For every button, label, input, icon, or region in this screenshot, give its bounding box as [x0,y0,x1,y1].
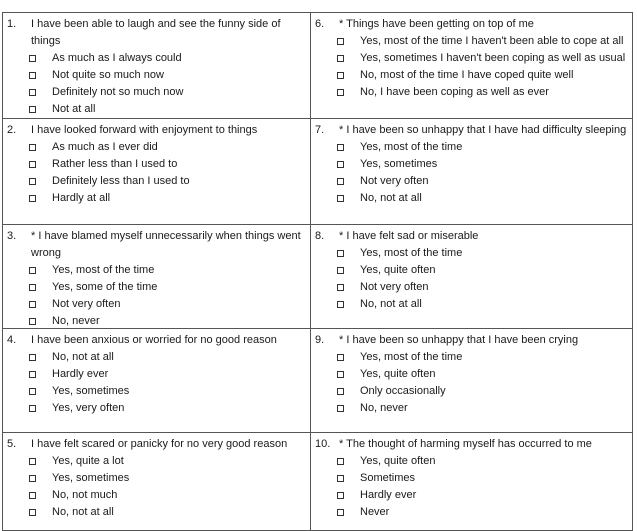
checkbox-icon[interactable] [337,195,344,202]
checkbox-icon[interactable] [337,458,344,465]
option-label: Hardly ever [52,368,109,380]
answer-option[interactable] [337,67,628,84]
answer-option[interactable] [29,262,306,279]
option-label: Definitely less than I used to [52,175,190,187]
options-list [315,245,628,313]
question-cell [311,433,633,531]
questionnaire-grid [2,12,633,531]
checkbox-icon[interactable] [29,388,36,395]
question-text: * I have blamed myself unnecessarily when things went wrong [31,230,301,259]
question-number: 6. [315,18,325,30]
option-label: Yes, most of the time [360,141,463,153]
option-label: Yes, most of the time [52,264,155,276]
option-label: Not at all [52,103,96,115]
answer-option[interactable] [29,313,306,329]
option-label: Yes, quite often [360,368,436,380]
option-label: Yes, some of the time [52,281,158,293]
options-list [7,349,306,417]
checkbox-icon[interactable] [337,475,344,482]
option-label: Not very often [52,298,121,310]
answer-option[interactable] [29,50,306,67]
answer-option[interactable] [337,50,628,67]
answer-option[interactable] [337,470,628,487]
answer-option[interactable] [337,139,628,156]
option-label: Yes, most of the time I haven't been able to cope at all [360,35,624,47]
question-text: I have been able to laugh and see the funny side of things [31,18,281,47]
options-list [315,139,628,207]
option-label: As much as I always could [52,52,182,64]
answer-option[interactable] [29,470,306,487]
checkbox-icon[interactable] [29,72,36,79]
question-number: 4. [7,334,17,346]
answer-option[interactable] [29,173,306,190]
checkbox-icon[interactable] [337,284,344,291]
checkbox-icon[interactable] [29,89,36,96]
question-header [7,16,306,50]
answer-option[interactable] [337,245,628,262]
checkbox-icon[interactable] [29,106,36,113]
checkbox-icon[interactable] [29,492,36,499]
question-text: * I have felt sad or miserable [339,230,479,242]
checkbox-icon[interactable] [337,250,344,257]
answer-option[interactable] [29,279,306,296]
checkbox-icon[interactable] [337,38,344,45]
answer-option[interactable] [337,487,628,504]
checkbox-icon[interactable] [29,284,36,291]
question-header [315,122,628,139]
answer-option[interactable] [337,190,628,207]
option-label: Yes, sometimes I haven't been coping as well as usual [360,52,626,64]
question-header [315,228,628,245]
option-label: No, not much [52,489,118,501]
options-list [315,453,628,521]
answer-option[interactable] [337,262,628,279]
question-text: * I have been so unhappy that I have been crying [339,334,579,346]
question-header [7,436,306,453]
question-number: 2. [7,124,17,136]
checkbox-icon[interactable] [29,178,36,185]
option-label: Hardly ever [360,489,417,501]
answer-option[interactable] [29,296,306,313]
option-label: Definitely not so much now [52,86,184,98]
checkbox-icon[interactable] [29,55,36,62]
options-list [315,33,628,101]
option-label: Only occasionally [360,385,446,397]
options-list [7,50,306,118]
checkbox-icon[interactable] [337,492,344,499]
checkbox-icon[interactable] [29,405,36,412]
option-label: Rather less than I used to [52,158,178,170]
answer-option[interactable] [337,383,628,400]
checkbox-icon[interactable] [29,267,36,274]
checkbox-icon[interactable] [337,301,344,308]
option-label: As much as I ever did [52,141,158,153]
answer-option[interactable] [337,296,628,313]
option-label: Yes, very often [52,402,125,414]
options-list [315,349,628,417]
question-header [7,122,306,139]
answer-option[interactable] [29,349,306,366]
question-cell [3,119,311,225]
question-number: 1. [7,18,17,30]
checkbox-icon[interactable] [29,354,36,361]
question-header [315,332,628,349]
checkbox-icon[interactable] [337,89,344,96]
checkbox-icon[interactable] [29,161,36,168]
checkbox-icon[interactable] [337,405,344,412]
option-label: Never [360,506,390,518]
question-header [7,332,306,349]
question-text: I have felt scared or panicky for no very good reason [31,438,288,450]
answer-option[interactable] [29,366,306,383]
question-header [315,16,628,33]
question-header [7,228,306,262]
checkbox-icon[interactable] [337,178,344,185]
option-label: Not quite so much now [52,69,164,81]
option-label: Yes, quite often [360,264,436,276]
question-number: 10. [315,438,331,450]
checkbox-icon[interactable] [29,475,36,482]
question-cell [311,329,633,433]
answer-option[interactable] [29,139,306,156]
answer-option[interactable] [29,383,306,400]
answer-option[interactable] [29,487,306,504]
question-number: 5. [7,438,17,450]
checkbox-icon[interactable] [337,354,344,361]
question-number: 3. [7,230,17,242]
question-header [315,436,628,453]
checkbox-icon[interactable] [337,509,344,516]
checkbox-icon[interactable] [29,144,36,151]
answer-option[interactable] [29,400,306,417]
question-cell [3,329,311,433]
option-label: No, I have been coping as well as ever [360,86,549,98]
question-text: * Things have been getting on top of me [339,18,534,30]
answer-option[interactable] [337,504,628,521]
option-label: No, not at all [360,192,422,204]
answer-option[interactable] [337,173,628,190]
checkbox-icon[interactable] [337,55,344,62]
checkbox-icon[interactable] [29,458,36,465]
question-number: 9. [315,334,325,346]
answer-option[interactable] [29,504,306,521]
answer-option[interactable] [337,453,628,470]
checkbox-icon[interactable] [29,318,36,325]
option-label: No, never [52,315,100,327]
checkbox-icon[interactable] [337,144,344,151]
question-cell [311,119,633,225]
checkbox-icon[interactable] [337,72,344,79]
option-label: Not very often [360,281,429,293]
option-label: No, not at all [52,351,114,363]
answer-option[interactable] [29,67,306,84]
checkbox-icon[interactable] [29,301,36,308]
question-cell [3,13,311,119]
option-label: Yes, sometimes [52,385,130,397]
option-label: Yes, most of the time [360,351,463,363]
answer-option[interactable] [29,190,306,207]
answer-option[interactable] [29,156,306,173]
option-label: No, not at all [52,506,114,518]
checkbox-icon[interactable] [337,388,344,395]
question-cell [3,433,311,531]
question-text: * I have been so unhappy that I have had difficulty sleeping [339,124,627,136]
answer-option[interactable] [337,349,628,366]
option-label: Yes, sometimes [52,472,130,484]
option-label: Yes, quite often [360,455,436,467]
option-label: Not very often [360,175,429,187]
question-text: I have been anxious or worried for no good reason [31,334,277,346]
question-cell [311,225,633,329]
checkbox-icon[interactable] [29,371,36,378]
options-list [7,453,306,521]
answer-option[interactable] [337,33,628,50]
answer-option[interactable] [337,156,628,173]
question-cell [3,225,311,329]
option-label: No, never [360,402,408,414]
question-number: 8. [315,230,325,242]
checkbox-icon[interactable] [337,161,344,168]
answer-option[interactable] [337,279,628,296]
answer-option[interactable] [337,84,628,101]
checkbox-icon[interactable] [29,509,36,516]
option-label: Sometimes [360,472,416,484]
option-label: Yes, quite a lot [52,455,124,467]
checkbox-icon[interactable] [337,267,344,274]
question-text: I have looked forward with enjoyment to things [31,124,258,136]
answer-option[interactable] [29,84,306,101]
question-text: * The thought of harming myself has occurred to me [339,438,592,450]
answer-option[interactable] [337,400,628,417]
answer-option[interactable] [337,366,628,383]
question-number: 7. [315,124,325,136]
answer-option[interactable] [29,453,306,470]
checkbox-icon[interactable] [337,371,344,378]
options-list [7,262,306,329]
option-label: No, not at all [360,298,422,310]
option-label: Yes, sometimes [360,158,438,170]
option-label: No, most of the time I have coped quite well [360,69,574,81]
answer-option[interactable] [29,101,306,118]
option-label: Hardly at all [52,192,111,204]
options-list [7,139,306,207]
option-label: Yes, most of the time [360,247,463,259]
checkbox-icon[interactable] [29,195,36,202]
question-cell [311,13,633,119]
